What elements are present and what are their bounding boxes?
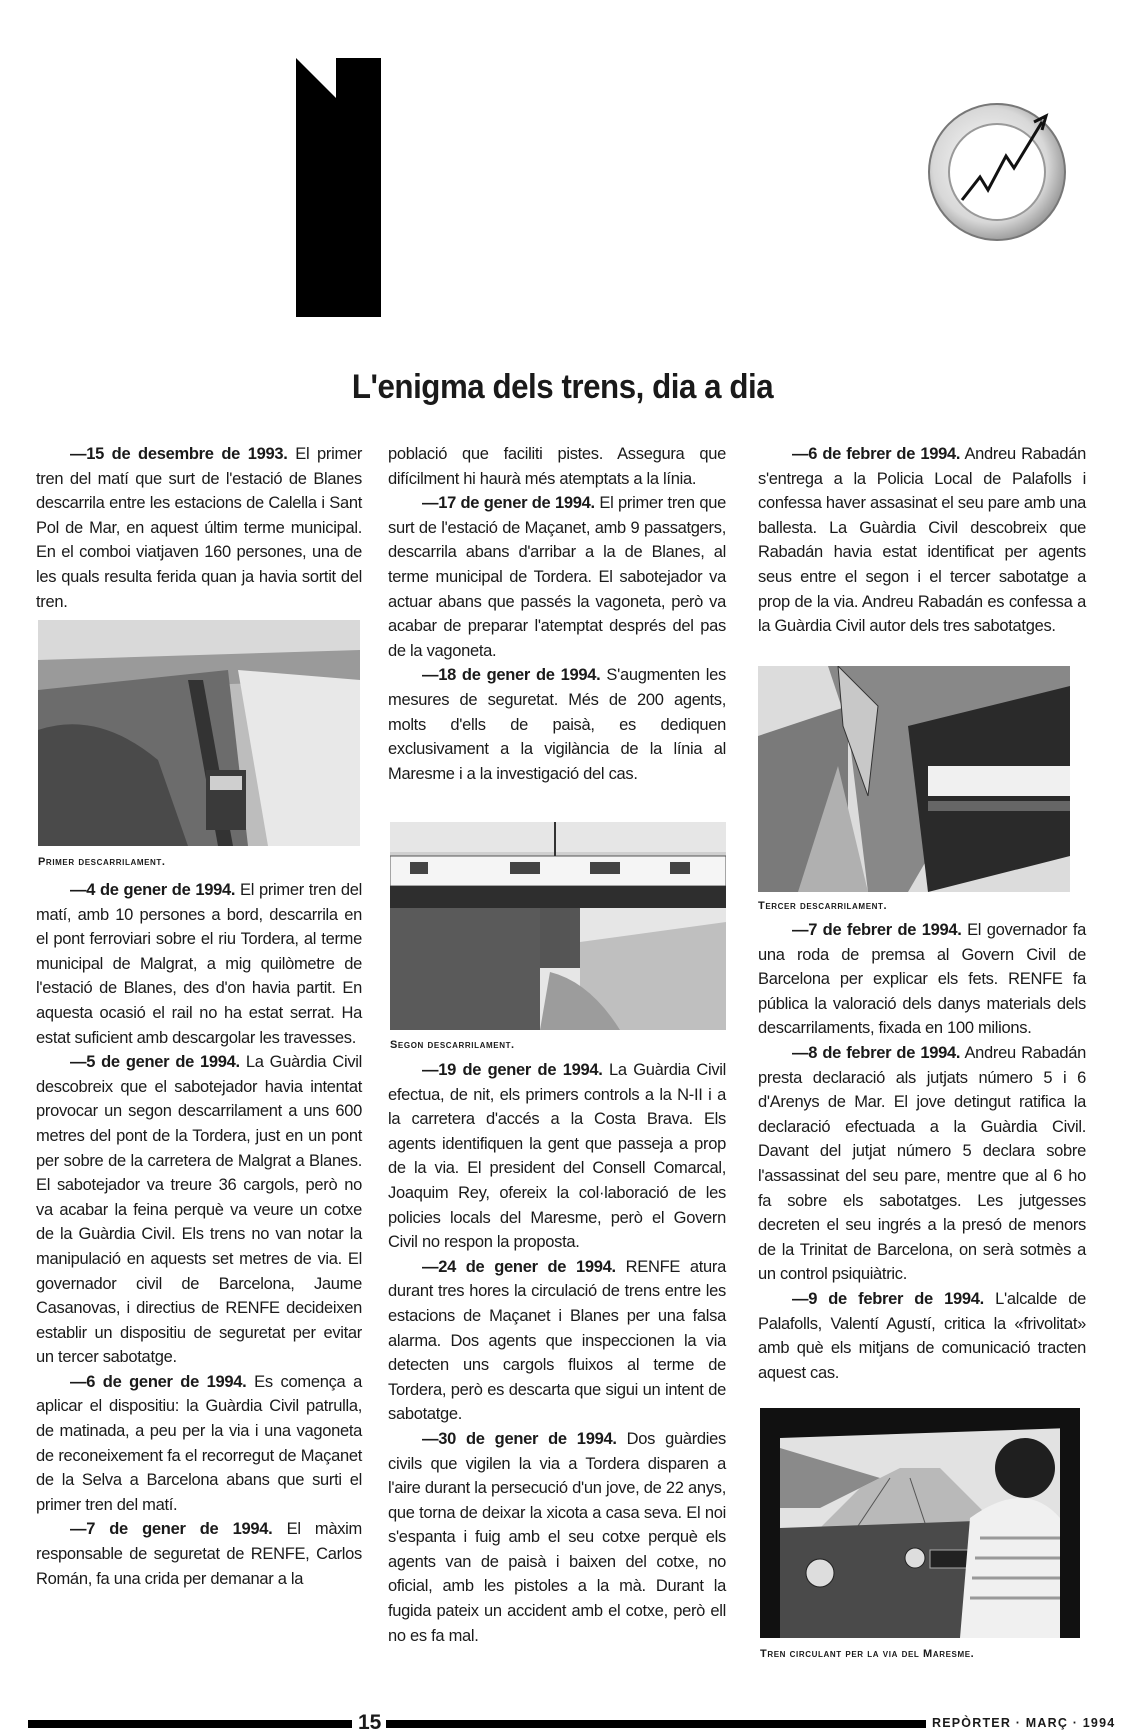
photo-train-driver-cab — [760, 1408, 1080, 1638]
date-label: —6 de gener de 1994. — [70, 1372, 247, 1391]
body-text: Es comença a aplicar el dispositiu: la Guàrdia Civil patrulla, de matinada, a peu per la via i una vagoneta de reconeixement fa el recorregut de Maçanet de la Selva a Barcelona abans que surti el primer tren del matí. — [36, 1372, 362, 1514]
date-label: —7 de gener de 1994. — [70, 1520, 273, 1539]
publication-footer: REPÒRTER · MARÇ · 1994 — [932, 1716, 1116, 1730]
page-title: L'enigma dels trens, dia a dia — [351, 368, 774, 406]
magazine-logo-n — [296, 58, 381, 317]
body-text: La Guàrdia Civil efectua, de nit, els primers controls a la N-II i a la carretera d'accés a la Costa Brava. Els agents identifiquen la gent que passeja a prop de la via. El president del Consell Comarcal, Joaquim Rey, ofereix la col·laboració de les policies locals del Maresme, però el Govern Civil no respon la proposta. — [388, 1061, 726, 1252]
photo-caption: Tercer descarrilament. — [758, 900, 888, 912]
body-text: L'alcalde de Palafolls, Valentí Agustí, critica la «frivolitat» amb què els mitjans de comunicació tracten aquest cas. — [758, 1289, 1086, 1382]
article-column-2-top — [388, 442, 726, 786]
date-label: —4 de gener de 1994. — [70, 881, 236, 899]
footer-rule-left — [28, 1720, 352, 1728]
date-label: —19 de gener de 1994. — [422, 1061, 603, 1079]
body-text: Dos guàrdies civils que vigilen la via a Tordera disparen a l'aire durant la persecució d'un jove, de 22 anys, que torna de deixar la xicota a casa seva. El noi s'espanta i fuig amb el seu cotxe perquè els agents van de paisà i baixen del cotxe, no oficial, amb les pistoles a la mà. Durant la fugida pateix un accident amb el cotxe, però ell no es fa mal. — [388, 1429, 727, 1645]
article-column-3-top — [758, 442, 1086, 639]
body-text: RENFE atura durant tres hores la circulació de trens entre les estacions de Maçanet i Blanes per una falsa alarma. Dos agents que inspeccionen la via detecten uns cargols fluixos al terme de Tordera, però es descarta que sigui un intent de sabotatge. — [388, 1257, 726, 1424]
date-label: —6 de febrer de 1994. — [792, 445, 961, 463]
photo-caption: Tren circulant per la via del Maresme. — [760, 1648, 975, 1660]
photo-caption: Segon descarrilament. — [390, 1039, 515, 1051]
date-label: —15 de desembre de 1993. — [70, 445, 288, 463]
body-text: El primer tren que surt de l'estació de Maçanet, amb 9 passatgers, descarrila abans d'arribar a la de Blanes, al terme municipal de Tordera. El sabotejador va actuar abans que passés la vagoneta, però va acabar de preparar l'atemptat després del pas de la vagoneta. — [388, 494, 726, 660]
footer-rule-right — [386, 1720, 926, 1728]
body-text: El primer tren del matí, amb 10 persones a bord, descarrila en el pont ferroviari sobre el riu Tordera, al terme municipal de Malgrat, a mig quilòmetre de l'estació de Blanes, des d'on havia partit. En aquesta ocasió el rail no ha estat serrat. Ha estat suficient amb descargolar les travesses. — [36, 881, 363, 1047]
photo-first-derailment — [38, 620, 360, 846]
article-column-1-top — [36, 442, 362, 614]
body-text: S'augmenten les mesures de seguretat. Més de 200 agents, molts d'ells de paisà, es dediquen exclusivament a la vigilància de la línia al Maresme i a la investigació del cas. — [388, 666, 726, 783]
body-text: població que faciliti pistes. Assegura que difícilment hi haurà més atemptats a la línia. — [388, 445, 726, 488]
section-emblem-icon — [922, 82, 1072, 252]
body-text: La Guàrdia Civil descobreix que el sabotejador havia intentat provocar un segon descarrilament a uns 600 metres del pont de la Tordera, just en un pont per sobre de la carretera de Malgrat a Blanes. El sabotejador va treure 36 cargols, però no va acabar la feina perquè va veure un cotxe de la Guàrdia Civil. Els trens no van notar la manipulació en aquests set metres de via. El governador civil de Barcelona, Jaume Casanovas, i directius de RENFE decideixen establir un dispositiu de seguretat per evitar un tercer sabotatge. — [36, 1053, 363, 1367]
body-text: El primer tren del matí que surt de l'estació de Blanes descarrila entre les estacions de Calella i Sant Pol de Mar, en aquest últim terme municipal. En el comboi viatjaven 160 persones, una de les quals resulta ferida quan ja havia sortit del tren. — [36, 445, 363, 611]
article-column-2 — [388, 1058, 726, 1648]
body-text: El governador fa una roda de premsa al Govern Civil de Barcelona per explicar els fets. RENFE fa pública la valoració dels danys materials dels descarrilaments, fixada en 100 milions. — [758, 921, 1086, 1038]
photo-second-derailment — [390, 822, 726, 1030]
date-label: —9 de febrer de 1994. — [792, 1289, 984, 1308]
article-column-3 — [758, 918, 1086, 1385]
article-column-1 — [36, 878, 362, 1591]
page-number: 15 — [358, 1711, 382, 1734]
photo-third-derailment — [758, 666, 1070, 892]
date-label: —30 de gener de 1994. — [422, 1429, 617, 1448]
date-label: —17 de gener de 1994. — [422, 494, 595, 513]
date-label: —18 de gener de 1994. — [422, 666, 601, 685]
photo-caption: Primer descarrilament. — [38, 856, 166, 868]
body-text: Andreu Rabadán presta declaració als jutjats número 5 i 6 d'Arenys de Mar. El jove detingut ratifica la declaració efectuada a la Guàrdia Civil. Davant del jutjat número 5 declara sobre l'assassinat del seu pare, mentre que al 6 ho fa sobre els sabotatges. Les jutgesses decreten el seu ingrés a la presó de menors de la Trinitat de Barcelona, on serà sotmès a un control psiquiàtric. — [758, 1043, 1086, 1284]
body-text: El màxim responsable de seguretat de RENFE, Carlos Román, fa una crida per demanar a la — [36, 1520, 362, 1588]
date-label: —7 de febrer de 1994. — [792, 921, 962, 939]
body-text: Andreu Rabadán s'entrega a la Policia Local de Palafolls i confessa haver assasinat el seu pare amb una ballesta. La Guàrdia Civil descobreix que Rabadán havia estat identificat per agents seus entre el segon i el tercer sabotatge a prop de la via. Andreu Rabadán es confessa a la Guàrdia Civil autor dels tres sabotatges. — [758, 445, 1087, 636]
date-label: —5 de gener de 1994. — [70, 1053, 240, 1072]
date-label: —24 de gener de 1994. — [422, 1257, 616, 1276]
date-label: —8 de febrer de 1994. — [792, 1043, 961, 1062]
